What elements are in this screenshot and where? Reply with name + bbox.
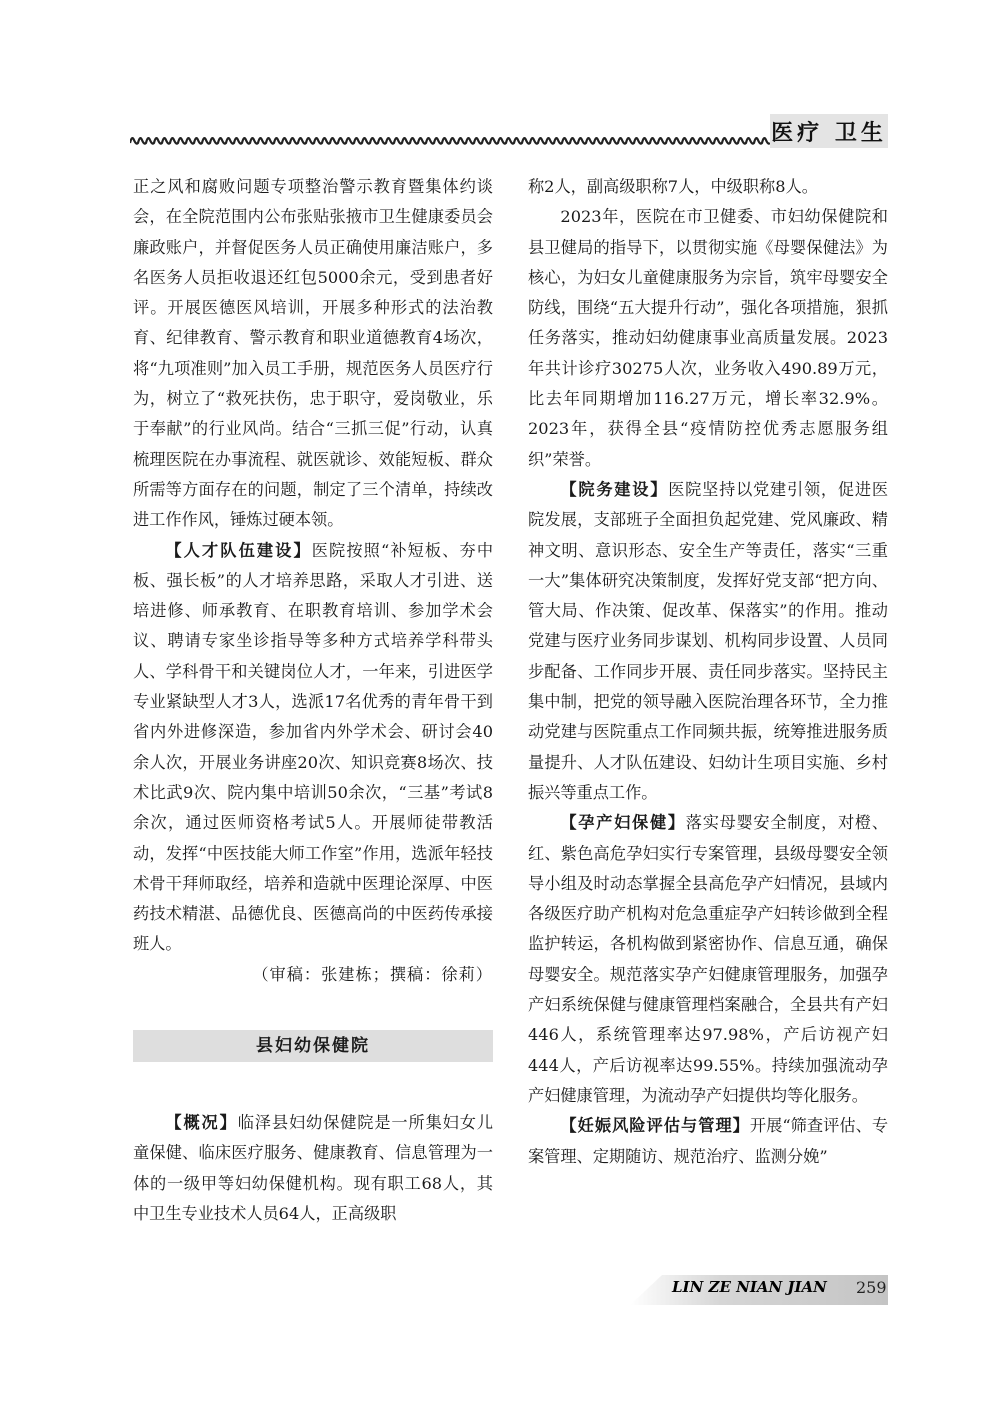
paragraph-text: 临泽县妇幼保健院是一所集妇女儿童保健、临床医疗服务、健康教育、信息管理为一体的一级甲等妇幼保健机构。现有职工68人，其中卫生专业技术人员64人，正高级职	[133, 1113, 494, 1223]
section-keyword: 【人才队伍建设】	[165, 540, 312, 560]
section-keyword: 【院务建设】	[560, 479, 669, 499]
section-label: 医疗 卫生	[770, 114, 888, 148]
paragraph: 正之风和腐败问题专项整治警示教育暨集体约谈会，在全院范围内公布张贴张掖市卫生健康委员会廉政账户，并督促医务人员正确使用廉洁账户，多名医务人员拒收退还红包5000余元，受到患者好评。开展医德医风培训，开展多种形式的法治教育、纪律教育、警示教育和职业道德教育4场次，将“九项准则”加入员工手册，规范医务人员医疗行为，树立了“救死扶伤，忠于职守，爱岗敬业，乐于奉献”的行业风尚。结合“三抓三促”行动，认真梳理医院在办事流程、就医就诊、效能短板、群众所需等方面存在的问题，制定了三个清单，持续改进工作作风，锤炼过硬本领。	[133, 177, 493, 530]
section-keyword: 【妊娠风险评估与管理】	[560, 1116, 750, 1136]
subheading: 县妇幼保健院	[133, 1030, 493, 1062]
paragraph-text: 落实母婴安全制度，对橙、红、紫色高危孕妇实行专案管理，县级母婴安全领导小组及时动态掌握全县高危孕产妇情况，县域内各级医疗助产机构对危急重症孕产妇转诊做到全程监护转运，各机构做到紧密协作、信息互通，确保母婴安全。规范落实孕产妇健康管理服务，加强孕产妇系统保健与健康管理档案融合，全县共有产妇446人，系统管理率达97.98%，产后访视产妇444人，产后访视率达99.55%。持续加强流动孕产妇健康管理，为流动孕产妇提供均等化服务。	[528, 813, 889, 1105]
paragraph: 称2人，副高级职称7人，中级职称8人。	[528, 177, 818, 196]
paragraph-maternal-care	[528, 808, 888, 1111]
page-number: 259	[856, 1278, 887, 1297]
section-keyword: 【孕产妇保健】	[560, 813, 686, 833]
paragraph-risk-assessment	[528, 1111, 888, 1172]
paragraph-hospital-affairs	[528, 475, 888, 808]
header-wavy-rule	[130, 131, 770, 149]
left-column	[133, 172, 493, 1229]
paragraph: 2023年，医院在市卫健委、市妇幼保健院和县卫健局的指导下，以贯彻实施《母婴保健法》为核心，为妇女儿童健康服务为宗旨，筑牢母婴安全防线，围绕“五大提升行动”，强化各项措施，狠抓任务落实，推动妇幼健康事业高质量发展。2023年共计诊疗30275人次，业务收入490.89万元，比去年同期增加116.27万元，增长率32.9%。2023年，获得全县“疫情防控优秀志愿服务组织”荣誉。	[528, 207, 888, 469]
paragraph-text: 医院按照“补短板、夯中板、强长板”的人才培养思路，采取人才引进、送培进修、师承教育、在职教育培训、参加学术会议、聘请专家坐诊指导等多种方式培养学科带头人、学科骨干和关键岗位人才，一年来，引进医学专业紧缺型人才3人，选派17名优秀的青年骨干到省内外进修深造，参加省内外学术会、研讨会40余人次，开展业务讲座20次、知识竞赛8场次、技术比武9次、院内集中培训50余次，“三基”考试8余次，通过医师资格考试5人。开展师徒带教活动，发挥“中医技能大师工作室”作用，选派年轻技术骨干拜师取经，培养和造就中医理论深厚、中医药技术精湛、品德优良、医德高尚的中医药传承接班人。	[133, 540, 494, 954]
section-keyword: 【概况】	[165, 1113, 238, 1133]
author-credit: （审稿：张建栋；撰稿：徐莉）	[252, 964, 493, 984]
paragraph-text: 开展“筛查评估、专案管理、定期随访、规范治疗、监测分娩”	[528, 1116, 889, 1166]
paragraph-text: 医院坚持以党建引领，促进医院发展，支部班子全面担负起党建、党风廉政、精神文明、意识形态、安全生产等责任，落实“三重一大”集体研究决策制度，发挥好党支部“把方向、管大局、作决策、促改革、保落实”的作用。推动党建与医疗业务同步谋划、机构同步设置、人员同步配备、工作同步开展、责任同步落实。坚持民主集中制，把党的领导融入医院治理各环节，全力推动党建与医院重点工作同频共振，统筹推进服务质量提升、人才队伍建设、妇幼计生项目实施、乡村振兴等重点工作。	[528, 479, 889, 802]
right-column	[528, 172, 888, 1172]
paragraph-overview	[133, 1108, 493, 1229]
running-footer-title: LIN ZE NIAN JIAN	[672, 1278, 827, 1296]
paragraph-talent	[133, 536, 493, 960]
